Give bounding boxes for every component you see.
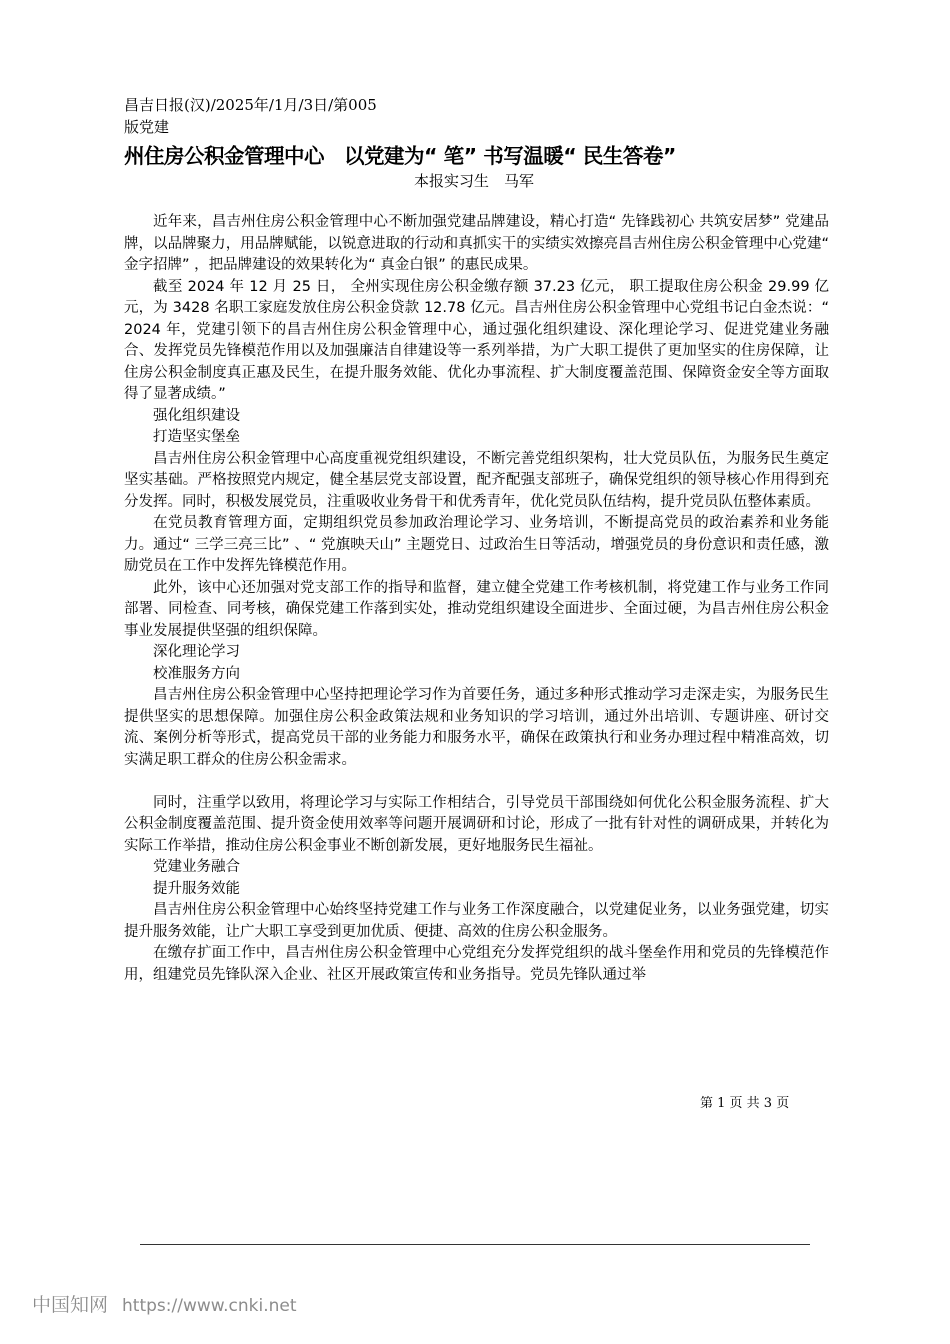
paragraph: 在缴存扩面工作中，昌吉州住房公积金管理中心党组充分发挥党组织的战斗堡垒作用和党员的先锋模范作用，组建党员先锋队深入企业、社区开展政策宣传和业务指导。党员先锋队通过举	[124, 945, 829, 983]
paragraph: 近年来，昌吉州住房公积金管理中心不断加强党建品牌建设，精心打造“ 先锋践初心 共筑安居梦” 党建品牌，以品牌聚力，用品牌赋能，以锐意进取的行动和真抓实干的实绩实效擦亮昌吉州住房公积金管理中心党建“ 金字招牌” ，把品牌建设的效果转化为“ 真金白银” 的惠民成果。	[124, 214, 829, 273]
paragraph: 昌吉州住房公积金管理中心始终坚持党建工作与业务工作深度融合，以党建促业务，以业务强党建，切实提升服务效能，让广大职工享受到更加优质、便捷、高效的住房公积金服务。	[124, 902, 829, 940]
cnki-watermark	[32, 1292, 297, 1319]
paragraph: 在党员教育管理方面，定期组织党员参加政治理论学习、业务培训，不断提高党员的政治素养和业务能力。通过“ 三学三亮三比” 、“ 党旗映天山” 主题党日、过政治生日等活动，增强党员的身份意识和责任感，激励党员在工作中发挥先锋模范作用。	[124, 515, 829, 574]
paragraph: 昌吉州住房公积金管理中心高度重视党组织建设，不断完善党组织架构，壮大党员队伍，为服务民生奠定坚实基础。严格按照党内规定，健全基层党支部设置，配齐配强支部班子，确保党组织的领导核心作用得到充分发挥。同时，积极发展党员，注重吸收业务骨干和优秀青年，优化党员队伍结构，提升党员队伍整体素质。	[124, 450, 829, 510]
paragraph: 昌吉州住房公积金管理中心坚持把理论学习作为首要任务，通过多种形式推动学习走深走实，为服务民生提供坚实的思想保障。加强住房公积金政策法规和业务知识的学习培训，通过外出培训、专题讲座、研讨交流、案例分析等形式，提高党员干部的业务能力和服务水平，确保在政策执行和业务办理过程中精准高效，切实满足职工群众的住房公积金需求。	[124, 687, 829, 768]
article-title: 州住房公积金管理中心 以党建为“ 笔” 书写温暖“ 民生答卷”	[124, 144, 676, 168]
watermark-url: https://www.cnki.net	[122, 1296, 297, 1316]
footer-divider	[140, 1244, 810, 1245]
paragraph: 截至 2024 年 12 月 25 日， 全州实现住房公积金缴存额 37.23 亿元， 职工提取住房公积金 29.99 亿元，为 3428 名职工家庭发放住房公积金贷款 12.78 亿元。昌吉州住房公积金管理中心党组书记白金杰说：“ 2024 年，党建引领下的昌吉州住房公积金管理中心，通过强化组织建设、深化理论学习、促进党建业务融合、发挥党员先锋模范作用以及加强廉洁自律建设等一系列举措，为广大职工提供了更加坚实的住房保障，让住房公积金制度真正惠及民生，在提升服务效能、优化办事流程、扩大制度覆盖范围、保障资金安全等方面取得了显著成绩。”	[124, 278, 829, 402]
watermark-brand: 中国知网	[32, 1294, 109, 1316]
paragraph: 此外，该中心还加强对党支部工作的指导和监督，建立健全党建工作考核机制，将党建工作与业务工作同部署、同检查、同考核，确保党建工作落到实处，推动党组织建设全面进步、全面过硬，为昌吉州住房公积金事业发展提供坚强的组织保障。	[124, 579, 829, 639]
page-indicator: 第 1 页 共 3 页	[700, 1096, 790, 1111]
subheading: 党建业务融合	[153, 859, 240, 875]
source-publication-line: 昌吉日报(汉)/2025年/1月/3日/第005	[124, 96, 377, 114]
paragraph: 同时，注重学以致用，将理论学习与实际工作相结合，引导党员干部围绕如何优化公积金服务流程、扩大公积金制度覆盖范围、提升资金使用效率等问题开展调研和讨论，形成了一批有针对性的调研成果，并转化为实际工作举措，推动住房公积金事业不断创新发展，更好地服务民生福祉。	[124, 794, 829, 854]
article-body	[124, 212, 829, 986]
subheading: 深化理论学习	[153, 644, 240, 660]
subheading: 提升服务效能	[153, 880, 240, 897]
source-info	[124, 94, 824, 138]
source-section-line: 版党建	[124, 118, 170, 136]
subheading: 打造坚实堡垒	[153, 429, 240, 445]
subheading: 校准服务方向	[153, 665, 240, 682]
article-byline: 本报实习生 马军	[413, 172, 534, 190]
subheading: 强化组织建设	[153, 407, 240, 424]
